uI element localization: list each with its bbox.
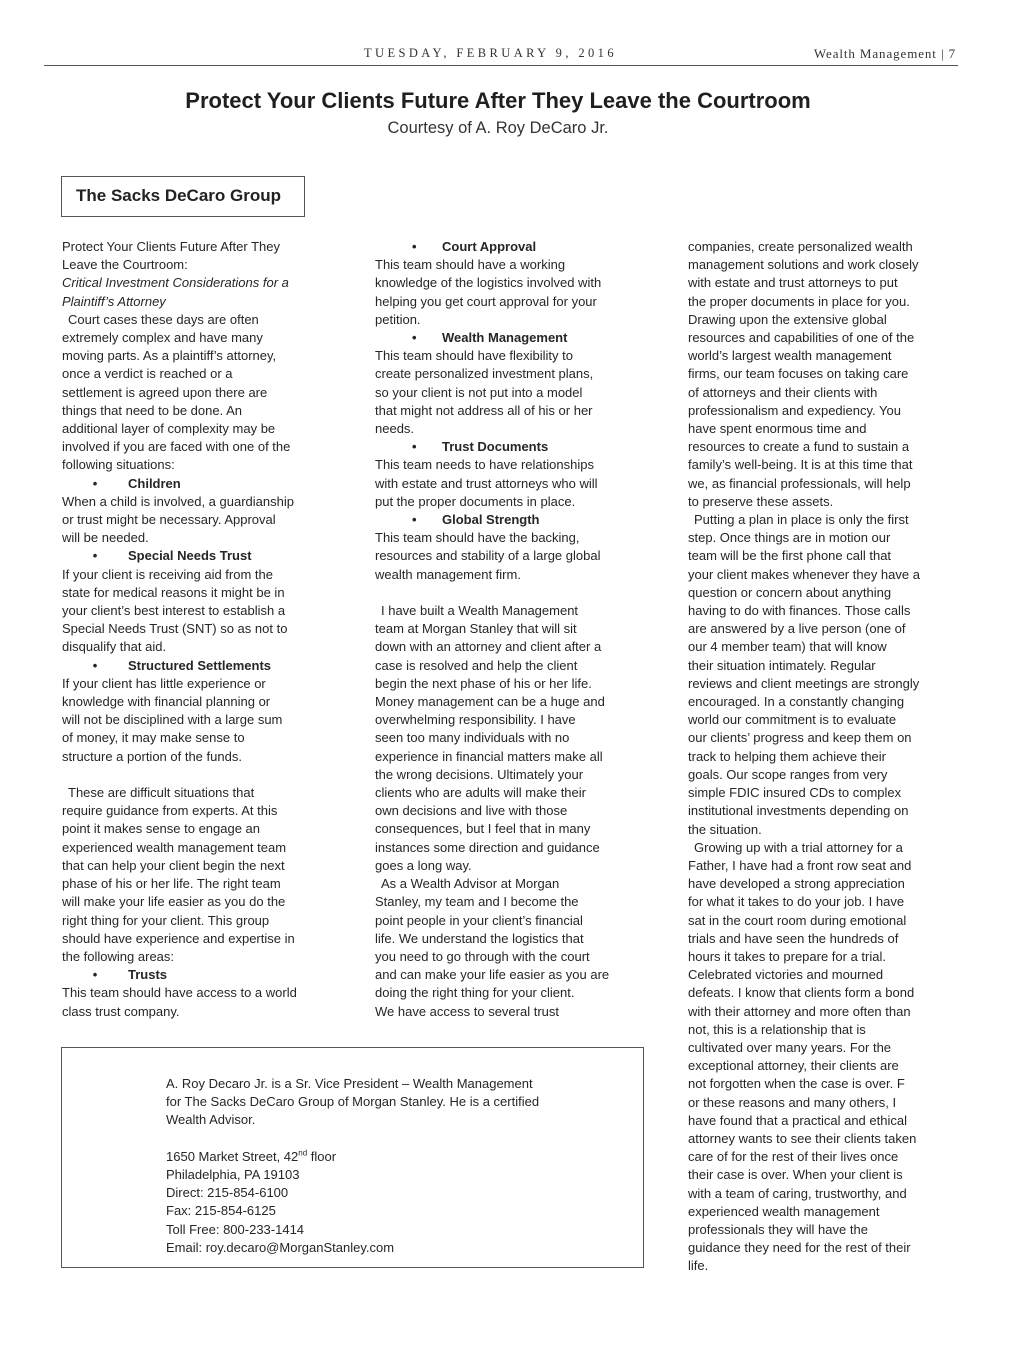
text-line: Leave the Courtroom: — [62, 257, 188, 273]
running-head — [44, 44, 958, 66]
text-line: This team needs to have relationships — [375, 457, 594, 473]
text-line: resources and capabilities of one of the — [688, 330, 915, 346]
text-line: professionals they will have the — [688, 1221, 868, 1237]
text-line: have developed a strong appreciation — [688, 876, 905, 892]
text-line: so your client is not put into a model — [375, 384, 583, 400]
bullet-heading — [62, 475, 314, 493]
text-line: experienced wealth management — [688, 1203, 880, 1219]
text-line: If your client has little experience or — [62, 675, 266, 691]
bullet-heading — [375, 438, 627, 456]
author-bio-box — [61, 1047, 644, 1268]
text-line: step. Once things are in motion our — [688, 530, 891, 546]
bio-line: A. Roy Decaro Jr. is a Sr. Vice President – Wealth Management — [166, 1076, 533, 1091]
text-line: goes a long way. — [375, 857, 472, 873]
text-line: Stanley, my team and I become the — [375, 894, 579, 910]
phone-fax: Fax: 215-854-6125 — [166, 1203, 276, 1219]
text-line: class trust company. — [62, 1003, 180, 1019]
text-line: have found that a practical and ethical — [688, 1112, 907, 1128]
text-line: instances some direction and guidance — [375, 839, 600, 855]
text-line: put the proper documents in place. — [375, 493, 576, 509]
bullet-heading — [375, 238, 627, 256]
text-line: for what it takes to do your job. I have — [688, 894, 905, 910]
text-line: are answered by a live person (one of — [688, 621, 906, 637]
text-line: point it makes sense to engage an — [62, 821, 261, 837]
text-line: own decisions and live with those — [375, 803, 568, 819]
bullet-label: Special Needs Trust — [128, 548, 252, 564]
bio-line: for The Sacks DeCaro Group of Morgan Stanley. He is a certified — [166, 1094, 540, 1110]
text-line: Father, I have had a front row seat and — [688, 857, 912, 873]
text-line: not, this is a relationship that is — [688, 1021, 866, 1037]
text-line: your client makes whenever they have a — [688, 566, 920, 582]
bullet-label: Trust Documents — [442, 439, 549, 455]
text-line: care of for the rest of their lives once — [688, 1149, 899, 1165]
bullet-heading — [375, 511, 627, 529]
text-line: knowledge with financial planning or — [62, 694, 271, 710]
text-line: the proper documents in place for you. — [688, 293, 910, 309]
text-line: disqualify that aid. — [62, 639, 167, 655]
bullet-label: Wealth Management — [442, 330, 568, 346]
text-line: institutional investments depending on — [688, 803, 909, 819]
text-line: with a team of caring, trustworthy, and — [688, 1185, 907, 1201]
text-line: This team should have flexibility to — [375, 348, 573, 364]
text-line: resources to create a fund to sustain a — [688, 439, 910, 455]
text-line: petition. — [375, 311, 421, 327]
text-line: additional layer of complexity may be — [62, 421, 276, 437]
subtitle-line: Plaintiff’s Attorney — [62, 293, 166, 309]
text-line: team at Morgan Stanley that will sit — [375, 621, 577, 637]
bullet-heading — [375, 329, 627, 347]
bullet-dot: • — [92, 657, 98, 673]
text-line: Celebrated victories and mourned — [688, 967, 884, 983]
text-line: companies, create personalized wealth — [688, 239, 913, 254]
text-line: question or concern about anything — [688, 584, 892, 600]
text-line: moving parts. As a plaintiff’s attorney, — [62, 348, 277, 364]
text-line: of money, it may make sense to — [62, 730, 245, 746]
section-page-label: Wealth Management | 7 — [813, 46, 956, 61]
group-name-box — [61, 176, 305, 217]
bullet-dot: • — [92, 967, 98, 983]
text-line: and can make your life easier as you are — [375, 967, 610, 983]
bio-line: Wealth Advisor. — [166, 1112, 256, 1128]
text-line: Court cases these days are often — [68, 311, 259, 327]
text-line: will make your life easier as you do the — [62, 894, 286, 910]
text-line: Special Needs Trust (SNT) so as not to — [62, 621, 288, 637]
bullet-label: Global Strength — [442, 512, 540, 528]
text-line: we, as financial professionals, will help — [688, 475, 911, 491]
bullet-label: Children — [128, 475, 181, 491]
text-line: When a child is involved, a guardianship — [62, 493, 294, 509]
text-line: If your client is receiving aid from the — [62, 566, 273, 582]
text-line: This team should have access to a world — [62, 985, 297, 1001]
text-line: case is resolved and help the client — [375, 657, 578, 673]
text-line: begin the next phase of his or her life. — [375, 675, 592, 691]
text-line: team will be the first phone call that — [688, 548, 892, 564]
address-street — [166, 1148, 586, 1166]
article-column-1 — [62, 238, 314, 1021]
text-line: will be needed. — [62, 530, 149, 546]
text-line: reviews and client meetings are strongly — [688, 675, 920, 691]
text-line: once a verdict is reached or a — [62, 366, 233, 382]
bullet-label: Court Approval — [442, 239, 537, 254]
text-line: down with an attorney and client after a — [375, 639, 602, 655]
text-line: the wrong decisions. Ultimately your — [375, 766, 584, 782]
bullet-dot: • — [92, 548, 98, 564]
bullet-heading — [62, 966, 314, 984]
email-address: Email: roy.decaro@MorganStanley.com — [166, 1239, 395, 1255]
text-line: wealth management firm. — [375, 566, 521, 582]
bullet-dot: • — [412, 512, 417, 528]
text-line: Money management can be a huge and — [375, 694, 605, 710]
text-line: We have access to several trust — [375, 1003, 560, 1019]
article-column-3 — [688, 238, 938, 1276]
text-line: their case is over. When your client is — [688, 1167, 903, 1183]
text-line: consequences, but I feel that in many — [375, 821, 591, 837]
text-line: guidance they need for the rest of their — [688, 1240, 911, 1256]
text-line: or these reasons and many others, I — [688, 1094, 897, 1110]
paragraph-gap — [62, 766, 314, 784]
text-line: involved if you are faced with one of the — [62, 439, 291, 455]
paragraph-gap — [375, 584, 627, 602]
text-line: your client’s best interest to establish a — [62, 603, 286, 619]
text-line: you need to go through with the court — [375, 948, 590, 964]
text-line: doing the right thing for your client. — [375, 985, 575, 1001]
address-floor: floor — [307, 1148, 337, 1164]
text-line: Protect Your Clients Future After They — [62, 239, 280, 254]
text-line: life. — [688, 1258, 709, 1274]
address-city: Philadelphia, PA 19103 — [166, 1167, 300, 1182]
article-headline: Protect Your Clients Future After They Leave the Courtroom — [185, 88, 811, 113]
text-line: having to do with finances. Those calls — [688, 603, 911, 619]
text-line: create personalized investment plans, — [375, 366, 594, 382]
text-line: settlement is agreed upon there are — [62, 384, 268, 400]
text-line: These are difficult situations that — [68, 785, 255, 801]
text-line: cultivated over many years. For the — [688, 1039, 892, 1055]
text-line: As a Wealth Advisor at Morgan — [381, 876, 560, 892]
text-line: sat in the court room during emotional — [688, 912, 907, 928]
bullet-dot: • — [412, 439, 417, 455]
text-line: This team should have the backing, — [375, 530, 580, 546]
text-line: should have experience and expertise in — [62, 930, 295, 946]
phone-toll-free: Toll Free: 800-233-1414 — [166, 1221, 305, 1237]
text-line: extremely complex and have many — [62, 330, 263, 346]
text-line: overwhelming responsibility. I have — [375, 712, 576, 728]
text-line: management solutions and work closely — [688, 257, 919, 273]
text-line: require guidance from experts. At this — [62, 803, 278, 819]
text-line: with estate and trust attorneys who will — [375, 475, 598, 491]
text-line: Drawing upon the extensive global — [688, 311, 887, 327]
text-line: not forgotten when the case is over. F — [688, 1076, 905, 1092]
text-line: experienced wealth management team — [62, 839, 287, 855]
text-line: world our commitment is to evaluate — [688, 712, 897, 728]
text-line: family’s well-being. It is at this time that — [688, 457, 913, 473]
bullet-label: Trusts — [128, 967, 168, 983]
bullet-heading — [62, 547, 314, 565]
text-line: that might not address all of his or her — [375, 402, 593, 418]
phone-direct: Direct: 215-854-6100 — [166, 1185, 289, 1201]
ordinal-suffix: nd — [298, 1148, 308, 1158]
text-line: simple FDIC insured CDs to complex — [688, 785, 902, 801]
text-line: point people in your client’s financial — [375, 912, 583, 928]
text-line: encouraged. In a constantly changing — [688, 694, 905, 710]
text-line: their situation intimately. Regular — [688, 657, 876, 673]
text-line: hours it takes to prepare for a trial. — [688, 948, 886, 964]
text-line: professionalism and expediency. You — [688, 402, 901, 418]
text-line: state for medical reasons it might be in — [62, 584, 285, 600]
text-line: Growing up with a trial attorney for a — [694, 839, 903, 855]
bullet-dot: • — [412, 239, 417, 254]
text-line: structure a portion of the funds. — [62, 748, 242, 764]
text-line: things that need to be done. An — [62, 402, 242, 418]
text-line: firms, our team focuses on taking care — [688, 366, 909, 382]
bullet-dot: • — [92, 475, 98, 491]
text-line: trials and have seen the hundreds of — [688, 930, 899, 946]
text-line: phase of his or her life. The right team — [62, 876, 281, 892]
text-line: experience in financial matters make all — [375, 748, 603, 764]
text-line: our 4 member team) that will know — [688, 639, 887, 655]
text-line: track to helping them achieve their — [688, 748, 886, 764]
text-line: knowledge of the logistics involved with — [375, 275, 602, 291]
text-line: that can help your client begin the next — [62, 857, 285, 873]
group-name: The Sacks DeCaro Group — [76, 186, 282, 205]
paragraph-gap — [166, 1130, 586, 1148]
text-line: resources and stability of a large global — [375, 548, 601, 564]
text-line: helping you get court approval for your — [375, 293, 597, 309]
text-line: attorney wants to see their clients taken — [688, 1130, 917, 1146]
text-line: to preserve these assets. — [688, 493, 834, 509]
bullet-heading — [62, 657, 314, 675]
article-column-2 — [375, 238, 627, 1021]
text-line: exceptional attorney, their clients are — [688, 1058, 899, 1074]
text-line: following situations: — [62, 457, 175, 473]
author-bio — [166, 1075, 586, 1257]
text-line: This team should have a working — [375, 257, 566, 273]
text-line: seen too many individuals with no — [375, 730, 570, 746]
text-line: life. We understand the logistics that — [375, 930, 584, 946]
bullet-label: Structured Settlements — [128, 657, 272, 673]
text-line: Putting a plan in place is only the first — [694, 512, 909, 528]
text-line: right thing for your client. This group — [62, 912, 270, 928]
article-byline: Courtesy of A. Roy DeCaro Jr. — [387, 119, 609, 137]
subtitle-line: Critical Investment Considerations for a — [62, 275, 289, 291]
address-street-number: 1650 Market Street, 42 — [166, 1148, 299, 1164]
text-line: needs. — [375, 421, 415, 437]
text-line: clients who are adults will make their — [375, 785, 586, 801]
text-line: will not be disciplined with a large sum — [62, 712, 283, 728]
text-line: with estate and trust attorneys to put — [688, 275, 898, 291]
text-line: our clients’ progress and keep them on — [688, 730, 912, 746]
text-line: I have built a Wealth Management — [381, 603, 579, 619]
bullet-dot: • — [412, 330, 417, 346]
text-line: the following areas: — [62, 948, 175, 964]
text-line: defeats. I know that clients form a bond — [688, 985, 915, 1001]
text-line: with their attorney and more often than — [688, 1003, 911, 1019]
text-line: of attorneys and their clients with — [688, 384, 878, 400]
issue-date: TUESDAY, FEBRUARY 9, 2016 — [364, 46, 617, 60]
text-line: have spent enormous time and — [688, 421, 867, 437]
text-line: world’s largest wealth management — [688, 348, 892, 364]
text-line: goals. Our scope ranges from very — [688, 766, 888, 782]
text-line: or trust might be necessary. Approval — [62, 512, 276, 528]
text-line: the situation. — [688, 821, 762, 837]
